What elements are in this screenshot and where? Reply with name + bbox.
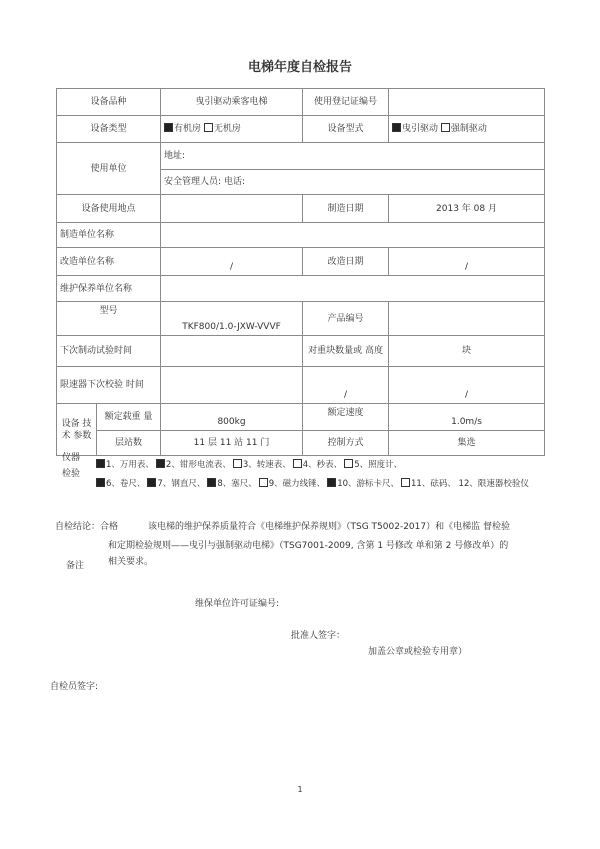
address-field: 地址: bbox=[161, 143, 545, 170]
governor-value-2: / bbox=[389, 367, 545, 404]
reg-code-value bbox=[389, 89, 545, 116]
checked-box-icon bbox=[164, 123, 173, 132]
manufacturer-value bbox=[161, 223, 545, 248]
page-number: 1 bbox=[297, 785, 303, 794]
manufacture-date-value: 2013 年 08 月 bbox=[389, 195, 545, 223]
modifier-value: / bbox=[161, 248, 303, 276]
rated-speed-label: 额定速度 bbox=[303, 404, 389, 431]
elevator-info-table bbox=[56, 88, 545, 456]
instrument-item: 2、钳形电流表、 bbox=[165, 460, 231, 470]
drive-options bbox=[389, 116, 545, 143]
equipment-form-label: 设备型式 bbox=[303, 116, 389, 143]
control-value: 集选 bbox=[389, 431, 545, 456]
checked-box-icon bbox=[96, 459, 105, 468]
inspector-label: 自检员签字: bbox=[50, 682, 99, 692]
unchecked-box-icon bbox=[204, 123, 213, 132]
license-label: 维保单位许可证编号: bbox=[195, 599, 280, 609]
machine-room-without: 无机房 bbox=[213, 124, 241, 134]
modify-date-value: / bbox=[389, 248, 545, 276]
conclusion-text-1: 该电梯的维护保养质量符合《电梯维护保养规则》（TSG T5002-2017）和《电梯监 督检验 bbox=[148, 522, 510, 532]
equipment-type-value: 曳引驱动乘客电梯 bbox=[161, 89, 303, 116]
unchecked-box-icon bbox=[293, 459, 302, 468]
location-value bbox=[161, 195, 303, 223]
conclusion-label: 自检结论：合格 bbox=[55, 522, 119, 532]
drive-traction: 曳引驱动 bbox=[402, 124, 439, 134]
counterweight-label: 对重块数量或 高度 bbox=[303, 336, 389, 367]
user-unit-label: 使用单位 bbox=[57, 143, 161, 195]
floors-value: 11 层 11 站 11 门 bbox=[161, 431, 303, 456]
instruments-line-2 bbox=[96, 477, 529, 489]
checked-box-icon bbox=[327, 478, 336, 487]
instruments-line-1 bbox=[96, 458, 402, 470]
instrument-item: 5、照度计、 bbox=[354, 460, 403, 470]
instruments-label-1: 仪器 bbox=[62, 453, 81, 463]
safety-manager-field bbox=[161, 170, 545, 195]
remarks-label: 备注 bbox=[66, 561, 85, 571]
equipment-type-label: 设备品种 bbox=[57, 89, 161, 116]
instrument-item: 8、塞尺、 bbox=[217, 479, 257, 489]
location-label: 设备使用地点 bbox=[57, 195, 161, 223]
governor-label: 限速器下次校验 时间 bbox=[57, 367, 161, 404]
checked-box-icon bbox=[392, 123, 401, 132]
next-brake-test-value bbox=[161, 336, 303, 367]
maintainer-value bbox=[161, 276, 545, 302]
instrument-item: 10、游标卡尺、 bbox=[337, 479, 400, 489]
unchecked-box-icon bbox=[401, 478, 410, 487]
instrument-item: 11、砝码、 12、限速器校验仪 bbox=[411, 479, 529, 489]
rated-speed-value: 1.0m/s bbox=[389, 404, 545, 431]
approver-label: 批准人签字： bbox=[291, 631, 346, 641]
checked-box-icon bbox=[156, 459, 165, 468]
reg-code-label: 使用登记证编号 bbox=[303, 89, 389, 116]
instrument-item: 7、钢直尺、 bbox=[157, 479, 206, 489]
governor-empty-cell bbox=[161, 367, 303, 404]
instrument-item: 3、转速表、 bbox=[242, 460, 291, 470]
manufacture-date-label: 制造日期 bbox=[303, 195, 389, 223]
conclusion-text-2: 和定期检验规则——曳引与强制驱动电梯》（TSG7001-2009, 含第 1 号修改 单和第 2 号修改单）的 bbox=[108, 541, 509, 551]
checked-box-icon bbox=[96, 478, 105, 487]
floors-label: 层站数 bbox=[97, 431, 161, 456]
machine-room-options bbox=[161, 116, 303, 143]
tech-params-label: 设备 技术 参数 bbox=[57, 404, 97, 456]
control-label: 控制方式 bbox=[303, 431, 389, 456]
seal-label: 加盖公章或检验专用章） bbox=[368, 647, 468, 657]
model-value: TKF800/1.0-JXW-VVVF bbox=[161, 302, 303, 336]
instrument-item: 4、秒表、 bbox=[302, 460, 343, 470]
unchecked-box-icon bbox=[259, 478, 268, 487]
safety-manager-label: 安全管理人员: bbox=[164, 177, 222, 187]
model-label: 型号 bbox=[57, 302, 161, 336]
next-brake-test-label: 下次制动试验时间 bbox=[57, 336, 161, 367]
unchecked-box-icon bbox=[441, 123, 450, 132]
checked-box-icon bbox=[207, 478, 216, 487]
instrument-item: 9、磁力线锤、 bbox=[268, 479, 326, 489]
checked-box-icon bbox=[147, 478, 156, 487]
modify-date-label: 改造日期 bbox=[303, 248, 389, 276]
equipment-class-label: 设备类型 bbox=[57, 116, 161, 143]
machine-room-with: 有机房 bbox=[174, 124, 202, 134]
instrument-item: 1、万用表、 bbox=[106, 460, 154, 470]
manufacturer-label: 制造单位名称 bbox=[57, 223, 161, 248]
counterweight-unit: 块 bbox=[389, 336, 545, 367]
rated-load-value: 800kg bbox=[161, 404, 303, 431]
governor-value-1: / bbox=[303, 367, 389, 404]
conclusion-text-3: 相关要求。 bbox=[108, 557, 154, 567]
product-no-label: 产品编号 bbox=[303, 302, 389, 336]
rated-load-label: 额定载重 量 bbox=[97, 404, 161, 431]
report-title: 电梯年度自检报告 bbox=[247, 60, 352, 75]
instrument-item: 6、卷尺、 bbox=[106, 479, 146, 489]
unchecked-box-icon bbox=[344, 459, 353, 468]
modifier-label: 改造单位名称 bbox=[57, 248, 161, 276]
product-no-value bbox=[389, 302, 545, 336]
phone-label: 电话: bbox=[223, 177, 245, 187]
instruments-label-2: 检验 bbox=[62, 469, 81, 479]
unchecked-box-icon bbox=[233, 459, 242, 468]
drive-forced: 强制驱动 bbox=[450, 124, 487, 134]
maintainer-label: 维护保养单位名称 bbox=[57, 276, 161, 302]
